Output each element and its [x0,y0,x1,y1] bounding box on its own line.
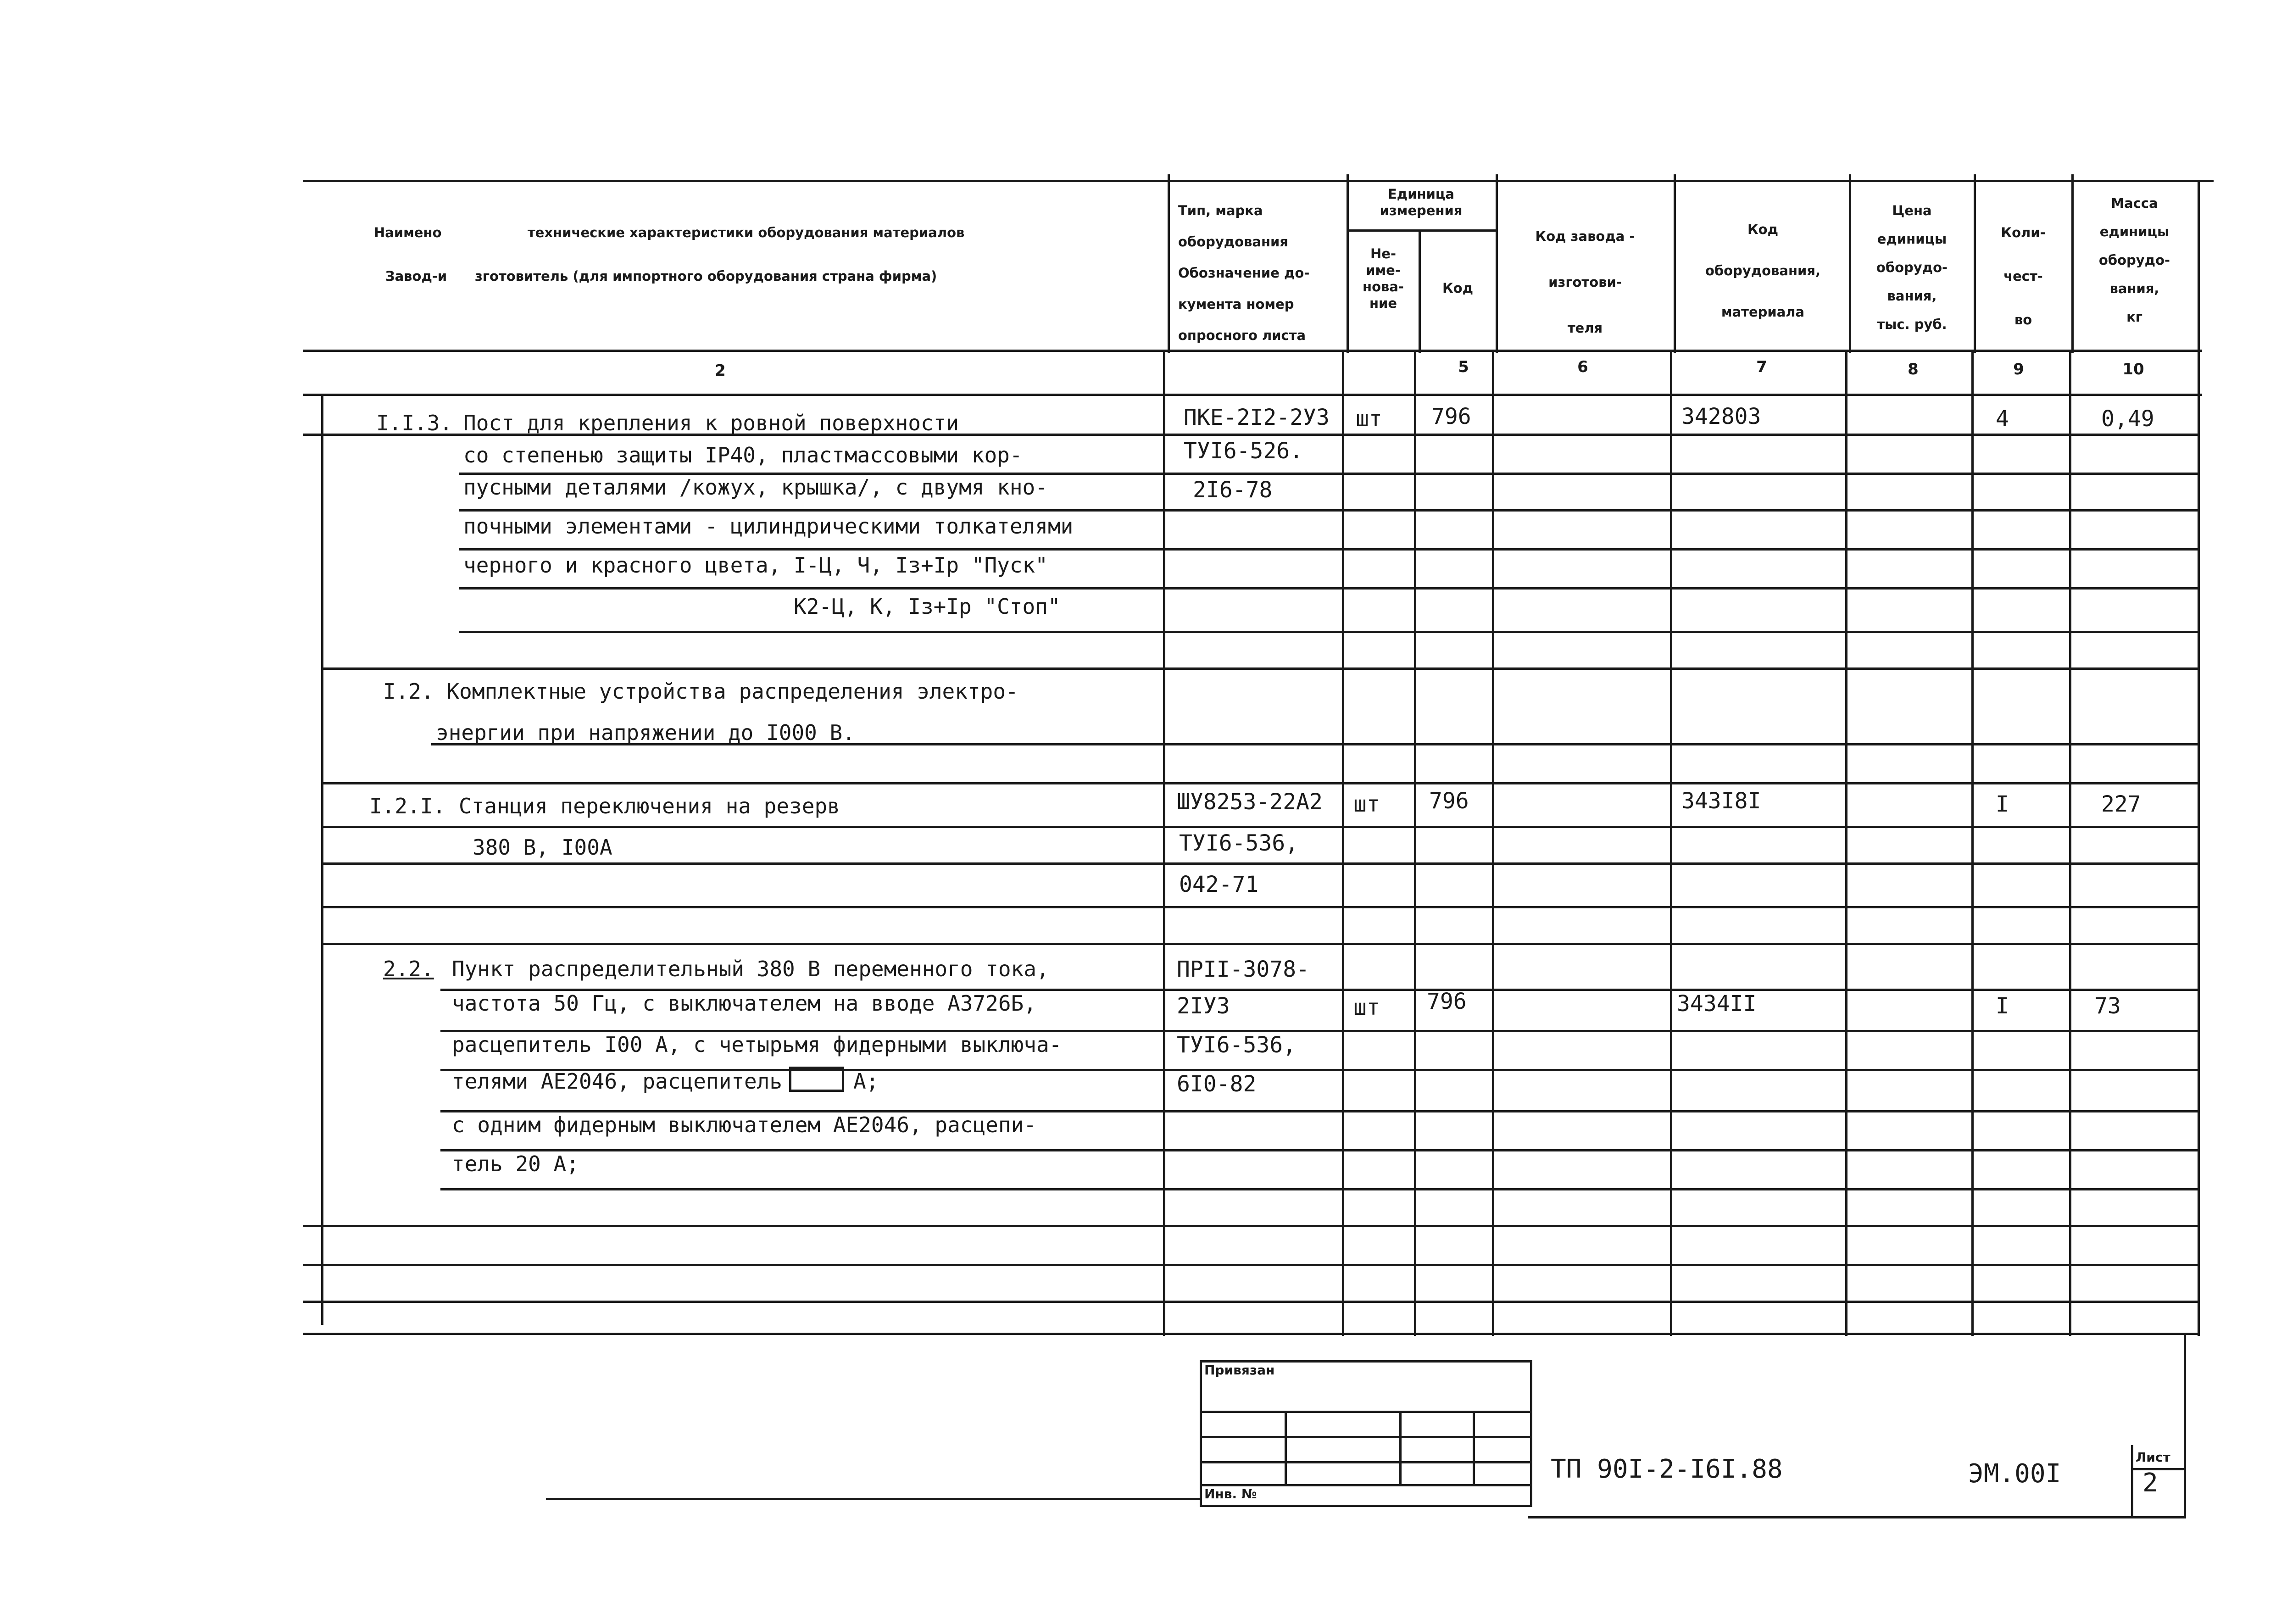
header-col-line [1496,174,1498,353]
stamp-line [1200,1411,1530,1413]
item-qty: 4 [1996,406,2009,432]
item-type: 6I0-82 [1177,1071,1257,1097]
stamp-right-border [2184,1333,2186,1518]
col-number: 10 [2122,360,2144,378]
header-col-line [1674,174,1676,353]
stamp-line [1399,1411,1402,1484]
item-desc-line: К2-Ц, К, Iз+Iр "Стоп" [794,594,1061,619]
unit-subheader-line [1347,229,1496,232]
blank-entry-box [789,1067,844,1092]
sheet-code: ЭМ.00I [1968,1459,2061,1489]
item-number: 2.2. [383,957,434,981]
row-line [459,548,2200,551]
row-line [321,943,2200,945]
item-desc-line: тель 20 А; [452,1151,579,1176]
col-number: 7 [1756,358,1767,376]
stamp-line [1200,1436,1530,1438]
item-unit-code: 796 [1427,989,1467,1014]
item-unit: шт [1353,995,1380,1020]
item-equip-code: 342803 [1681,404,1761,429]
item-desc-line-suffix: А; [853,1069,879,1094]
sheet-number: 2 [2142,1468,2158,1498]
header-col-line [2198,180,2200,353]
item-unit: шт [1353,791,1380,817]
item-type: ТУI6-526. [1184,438,1303,464]
row-line [303,1264,2200,1266]
item-type: 2IУ3 [1177,993,1230,1019]
row-line [440,1188,2200,1190]
item-unit-code: 796 [1431,404,1471,429]
item-number: I.I.3. [376,411,453,435]
header-equipment-code: Код оборудования, материала [1705,222,1821,320]
row-line [459,587,2200,590]
item-desc-line: пусными деталями /кожух, крышка/, с двумя кно- [463,475,1048,500]
stamp-bottom-line [546,1498,1200,1500]
row-line [440,1149,2200,1151]
header-mass: Масса единицы оборудо- вания, кг [2098,195,2170,325]
row-line [459,509,2200,512]
header-unit-code: Код [1442,280,1474,296]
item-mass: 73 [2094,993,2121,1019]
item-desc-line: Пост для крепления к ровной поверхности [463,411,959,435]
section-title: I.2. Комплектные устройства распределения электро- [383,679,1018,704]
item-desc-line: Пункт распределительный 380 В переменного тока, [452,957,1049,981]
header-col-line [1974,174,1976,353]
item-desc-line: со степенью защиты IP40, пластмассовыми кор- [463,443,1023,467]
header-col-line [1419,232,1421,353]
stamp-line [1473,1411,1475,1484]
item-type: ПРII-3078- [1177,957,1309,982]
col-number: 9 [2013,360,2024,378]
section-title: энергии при напряжении до I000 В. [436,720,855,745]
item-qty: I [1996,791,2009,817]
item-unit-code: 796 [1429,788,1469,814]
row-line [303,1301,2200,1303]
item-type: 2I6-78 [1193,477,1273,503]
col-number: 2 [715,362,726,380]
item-type: ТУI6-536, [1177,1032,1297,1058]
item-desc-line: частота 50 Гц, с выключателем на вводе А3726Б, [452,991,1036,1016]
item-type: 042-71 [1179,872,1259,897]
item-type: ТУI6-536, [1179,830,1299,856]
header-top-line [303,180,2214,182]
header-manufacturer-code: Код завода - изготови- теля [1535,228,1635,336]
attached-label: Привязан [1204,1363,1275,1378]
header-quantity: Коли- чест- во [2001,225,2046,328]
stamp-bottom-line [1528,1516,2186,1518]
item-desc-line: расцепитель I00 А, с четырьмя фидерными выключа- [452,1032,1062,1057]
item-type: ПКЕ-2I2-2У3 [1184,405,1330,430]
item-desc-line: черного и красного цвета, I-Ц, Ч, Iз+Iр "Пуск" [463,553,1048,578]
item-desc-line: с одним фидерным выключателем АЕ2046, расцепи- [452,1112,1036,1137]
item-qty: I [1996,993,2009,1019]
header-col2-line2: зготовитель (для импортного оборудования страна фирма) [475,268,937,284]
sheet-label: Лист [2136,1450,2170,1465]
header-col1-line1: Наимено [374,225,442,240]
header-unit-group: Единица измерения [1380,186,1463,218]
row-line [321,826,2200,828]
row-line [321,906,2200,908]
item-unit: шт [1356,406,1382,432]
row-line [303,1225,2200,1227]
col-number: 8 [1908,360,1919,378]
header-col3: Тип, марка оборудования Обозначение до- кумента номер опросного листа [1178,203,1310,343]
sheet-box-line [2131,1445,2133,1516]
item-equip-code: 343I8I [1681,788,1761,814]
col-number: 6 [1577,358,1588,376]
row-line [321,667,2200,670]
sheet-box-line [2131,1468,2186,1470]
item-number: I.2.I. [369,794,446,818]
item-desc-line: телями АЕ2046, расцепитель [452,1069,783,1094]
row-line [321,782,2200,784]
stamp-line [1200,1461,1530,1463]
item-mass: 0,49 [2101,406,2154,432]
header-col-line [1168,174,1170,353]
col-number: 5 [1458,358,1469,376]
stamp-line [1285,1411,1287,1484]
item-equip-code: 3434II [1677,991,1757,1017]
document-code: ТП 90I-2-I6I.88 [1551,1454,1783,1484]
body-left-line [321,394,323,1325]
item-desc-line: почными элементами - цилиндрическими толкателями [463,514,1074,539]
numrow-bottom-line [303,394,2202,396]
item-type: ШУ8253-22А2 [1177,789,1323,815]
row-line [303,1333,2200,1335]
item-desc-line: 380 В, I00А [473,835,612,860]
item-desc-line: Станция переключения на резерв [459,794,840,818]
item-mass: 227 [2101,791,2141,817]
row-line [321,862,2200,865]
header-col2-line1: технические характеристики оборудования материалов [528,225,965,240]
row-line [459,631,2200,633]
header-price: Цена единицы оборудо- вания, тыс. руб. [1876,203,1948,332]
inventory-label: Инв. № [1204,1486,1257,1502]
header-unit-name: Не- име- нова- ние [1363,246,1404,311]
header-col1-line2: Завод-и [385,268,447,284]
